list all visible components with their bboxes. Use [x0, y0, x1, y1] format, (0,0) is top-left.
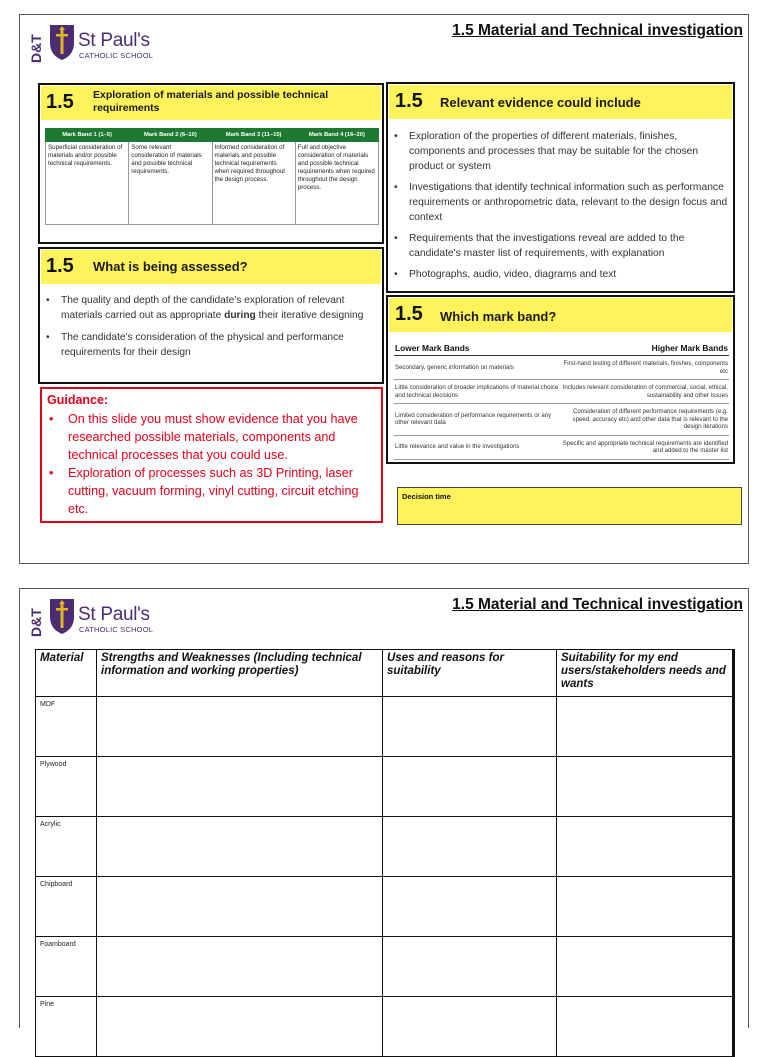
- decision-time-box[interactable]: [397, 487, 742, 525]
- school-logo: [26, 595, 166, 645]
- assessed-box: [38, 247, 384, 384]
- table-row: [36, 997, 734, 1057]
- dt-logo-icon: [26, 23, 46, 67]
- table-row: [36, 697, 734, 757]
- list-item: • Requirements that the investigations reveal are added to the candidate's master list of requirements, with explanation: [391, 231, 731, 261]
- material-name: Chipboard: [36, 877, 97, 937]
- lower-bands-header: Lower Mark Bands: [394, 342, 562, 356]
- material-name: MDF: [36, 697, 97, 757]
- svg-text:D&T: D&T: [28, 34, 44, 63]
- mark-band-cell: Informed consideration of materials and possible technical requirements when required throughout the design process.: [212, 142, 295, 225]
- decision-label: Decision time: [402, 492, 451, 501]
- table-row: [394, 356, 729, 380]
- section-number: 1.5: [46, 91, 74, 113]
- strengths-cell[interactable]: [97, 817, 383, 877]
- higher-bands-header: Higher Mark Bands: [562, 342, 730, 356]
- slide-1: [19, 14, 749, 564]
- uses-cell[interactable]: [383, 937, 557, 997]
- lower-cell: Secondary, generic information on materials: [394, 356, 562, 380]
- column-header-uses: Uses and reasons for suitability: [383, 650, 557, 697]
- higher-cell: Consideration of different performance requirements (e.g. speed, accuracy etc) and other data that is relevant to the design iterations: [562, 404, 730, 436]
- material-name: Acrylic: [36, 817, 97, 877]
- assessed-list: [43, 293, 383, 367]
- uses-cell[interactable]: [383, 757, 557, 817]
- mark-band-cell: Superficial consideration of materials and/or possible technical requirements.: [46, 142, 129, 225]
- shield-icon: [48, 597, 76, 635]
- table-row: [36, 817, 734, 877]
- strengths-cell[interactable]: [97, 697, 383, 757]
- list-item: • Exploration of the properties of different materials, finishes, components and processes that may be suitable for the chosen product or system: [391, 129, 731, 174]
- material-name: Plywood: [36, 757, 97, 817]
- evidence-header: [389, 85, 732, 119]
- suitability-cell[interactable]: [557, 997, 734, 1057]
- school-name: St Paul's: [78, 30, 150, 51]
- school-subtitle: CATHOLIC SCHOOL: [79, 51, 154, 60]
- school-logo: [26, 21, 166, 71]
- svg-text:D&T: D&T: [28, 608, 44, 637]
- guidance-box: [40, 387, 383, 523]
- evidence-heading: Relevant evidence could include: [440, 95, 641, 110]
- materials-table: [35, 649, 735, 1057]
- uses-cell[interactable]: [383, 997, 557, 1057]
- suitability-cell[interactable]: [557, 697, 734, 757]
- which-band-box: [386, 295, 735, 464]
- exploration-heading: Exploration of materials and possible technical requirements: [93, 89, 329, 114]
- suitability-cell[interactable]: [557, 937, 734, 997]
- strengths-cell[interactable]: [97, 757, 383, 817]
- table-row: [36, 757, 734, 817]
- suitability-cell[interactable]: [557, 877, 734, 937]
- school-subtitle: CATHOLIC SCHOOL: [79, 625, 154, 634]
- school-name: St Paul's: [78, 604, 150, 625]
- which-band-header: [389, 298, 732, 332]
- slide-2: [19, 588, 749, 1028]
- which-band-table: [394, 342, 729, 460]
- uses-cell[interactable]: [383, 697, 557, 757]
- shield-icon: [48, 23, 76, 61]
- lower-cell: Limited consideration of performance requirements or any other relevant data: [394, 404, 562, 436]
- page-title: 1.5 Material and Technical investigation: [452, 596, 743, 613]
- table-row: [394, 380, 729, 404]
- evidence-list: [391, 129, 731, 288]
- assessed-header: [41, 250, 381, 284]
- table-row: [36, 877, 734, 937]
- suitability-cell[interactable]: [557, 757, 734, 817]
- evidence-box: [386, 82, 735, 293]
- column-header-material: Material: [36, 650, 97, 697]
- higher-cell: First-hand testing of different materials, finishes, components etc: [562, 356, 730, 380]
- list-item: • Exploration of processes such as 3D Printing, laser cutting, vacuum forming, vinyl cutting, circuit etching etc.: [45, 464, 377, 518]
- which-band-heading: Which mark band?: [440, 309, 557, 324]
- mark-band-header: Mark Band 2 (6–10): [129, 129, 212, 142]
- strengths-cell[interactable]: [97, 937, 383, 997]
- table-row: [36, 937, 734, 997]
- section-number: 1.5: [395, 303, 423, 325]
- mark-band-header: Mark Band 1 (1–5): [46, 129, 129, 142]
- mark-band-cell: Some relevant consideration of materials and possible technical requirements.: [129, 142, 212, 225]
- strengths-cell[interactable]: [97, 997, 383, 1057]
- lower-cell: Little relevance and value in the investigations: [394, 435, 562, 459]
- lower-cell: Little consideration of broader implications of material choice and technical decisions: [394, 380, 562, 404]
- mark-band-header: Mark Band 4 (16–20): [295, 129, 378, 142]
- column-header-strengths: Strengths and Weaknesses (Including technical information and working properties): [97, 650, 383, 697]
- section-number: 1.5: [395, 90, 423, 112]
- strengths-cell[interactable]: [97, 877, 383, 937]
- suitability-cell[interactable]: [557, 817, 734, 877]
- list-item: • The candidate's consideration of the physical and performance requirements for their design: [43, 330, 383, 360]
- mark-band-cell: Full and objective consideration of materials and possible technical requirements when required throughout the design process.: [295, 142, 378, 225]
- bullet-text: The quality and depth of the candidate's exploration of relevant materials carried out as appropriate: [61, 295, 345, 321]
- material-name: Pine: [36, 997, 97, 1057]
- guidance-title: Guidance:: [47, 393, 109, 407]
- uses-cell[interactable]: [383, 817, 557, 877]
- table-row: [394, 435, 729, 459]
- mark-band-table: [45, 128, 379, 225]
- assessed-heading: What is being assessed?: [93, 259, 248, 274]
- table-row: [394, 404, 729, 436]
- bullet-emphasis: during: [224, 310, 256, 321]
- higher-cell: Includes relevant consideration of commercial, social, ethical, sustainability and other issues: [562, 380, 730, 404]
- guidance-list: [45, 410, 377, 518]
- list-item: • On this slide you must show evidence that you have researched possible materials, components and technical processes that you could use.: [45, 410, 377, 464]
- uses-cell[interactable]: [383, 877, 557, 937]
- list-item: • Photographs, audio, video, diagrams and text: [391, 267, 731, 282]
- dt-logo-icon: [26, 597, 46, 641]
- material-name: Foamboard: [36, 937, 97, 997]
- list-item: [43, 293, 383, 323]
- exploration-header: [41, 86, 381, 120]
- section-number: 1.5: [46, 255, 74, 277]
- page-title: 1.5 Material and Technical investigation: [452, 22, 743, 39]
- mark-band-header: Mark Band 3 (11–15): [212, 129, 295, 142]
- higher-cell: Specific and appropriate technical requirements are identified and added to the master list: [562, 435, 730, 459]
- list-item: • Investigations that identify technical information such as performance requirements or anthropometric data, relevant to the design focus and context: [391, 180, 731, 225]
- column-header-suitability: Suitability for my end users/stakeholders needs and wants: [557, 650, 734, 697]
- bullet-text: their iterative designing: [255, 310, 364, 321]
- exploration-box: [38, 83, 384, 244]
